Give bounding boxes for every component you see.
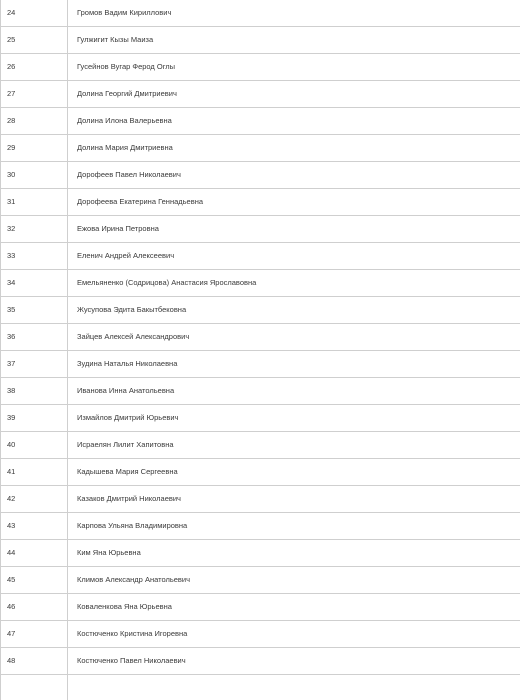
- row-number: 48: [1, 648, 68, 675]
- row-name: Громов Вадим Кириллович: [68, 0, 521, 27]
- row-name: Гусейнов Вугар Ферод Оглы: [68, 54, 521, 81]
- table-row: [1, 297, 521, 324]
- table-row: [1, 567, 521, 594]
- row-name: Коваленкова Яна Юрьевна: [68, 594, 521, 621]
- row-name: Долина Георгий Дмитриевич: [68, 81, 521, 108]
- table-row: [1, 594, 521, 621]
- table-row: [1, 162, 521, 189]
- row-name: Еленич Андрей Алексеевич: [68, 243, 521, 270]
- row-number: 40: [1, 432, 68, 459]
- row-name: Емельяненко (Содрицова) Анастасия Ярославовна: [68, 270, 521, 297]
- row-name: Костюченко Павел Николаевич: [68, 648, 521, 675]
- table-row: [1, 135, 521, 162]
- row-name: Гулжигит Кызы Маиза: [68, 27, 521, 54]
- row-number: 39: [1, 405, 68, 432]
- row-name: Климов Александр Анатольевич: [68, 567, 521, 594]
- row-number: 26: [1, 54, 68, 81]
- table-row: [1, 351, 521, 378]
- row-number: 27: [1, 81, 68, 108]
- row-name: Исраелян Лилит Хапитовна: [68, 432, 521, 459]
- row-number: 44: [1, 540, 68, 567]
- row-name: Зудина Наталья Николаевна: [68, 351, 521, 378]
- row-name: Ким Яна Юрьевна: [68, 540, 521, 567]
- row-number: 43: [1, 513, 68, 540]
- row-number: 25: [1, 27, 68, 54]
- row-number: 38: [1, 378, 68, 405]
- table-row: [1, 189, 521, 216]
- table-row: [1, 675, 521, 700]
- table-row: [1, 108, 521, 135]
- row-number: 42: [1, 486, 68, 513]
- row-number: 35: [1, 297, 68, 324]
- row-name: [68, 675, 521, 700]
- table-row: [1, 270, 521, 297]
- table-row: [1, 54, 521, 81]
- table-row: [1, 27, 521, 54]
- row-name: Казаков Дмитрий Николаевич: [68, 486, 521, 513]
- row-number: [1, 675, 68, 700]
- row-name: Карпова Ульяна Владимировна: [68, 513, 521, 540]
- table-row: [1, 540, 521, 567]
- row-name: Зайцев Алексей Александрович: [68, 324, 521, 351]
- row-number: 33: [1, 243, 68, 270]
- table-row: [1, 621, 521, 648]
- table-row: [1, 459, 521, 486]
- row-name: Долина Мария Дмитриевна: [68, 135, 521, 162]
- row-number: 46: [1, 594, 68, 621]
- table-row: [1, 378, 521, 405]
- row-name: Костюченко Кристина Игоревна: [68, 621, 521, 648]
- row-name: Иванова Инна Анатольевна: [68, 378, 521, 405]
- table-row: [1, 513, 521, 540]
- row-number: 41: [1, 459, 68, 486]
- table-row: [1, 486, 521, 513]
- row-number: 30: [1, 162, 68, 189]
- table-row: [1, 243, 521, 270]
- row-number: 37: [1, 351, 68, 378]
- row-name: Жусупова Эдита Бакытбековна: [68, 297, 521, 324]
- row-name: Дорофеева Екатерина Геннадьевна: [68, 189, 521, 216]
- table-row: [1, 0, 521, 27]
- row-number: 45: [1, 567, 68, 594]
- row-name: Измайлов Дмитрий Юрьевич: [68, 405, 521, 432]
- table-row: [1, 81, 521, 108]
- row-number: 29: [1, 135, 68, 162]
- table-row: [1, 648, 521, 675]
- row-name: Ежова Ирина Петровна: [68, 216, 521, 243]
- row-number: 36: [1, 324, 68, 351]
- row-name: Дорофеев Павел Николаевич: [68, 162, 521, 189]
- row-number: 47: [1, 621, 68, 648]
- table-row: [1, 216, 521, 243]
- table-body: [1, 0, 521, 700]
- table-row: [1, 405, 521, 432]
- row-number: 28: [1, 108, 68, 135]
- row-number: 32: [1, 216, 68, 243]
- row-number: 24: [1, 0, 68, 27]
- row-name: Кадышева Мария Сергеевна: [68, 459, 521, 486]
- table-row: [1, 324, 521, 351]
- row-name: Долина Илона Валерьевна: [68, 108, 521, 135]
- table-row: [1, 432, 521, 459]
- row-number: 34: [1, 270, 68, 297]
- row-number: 31: [1, 189, 68, 216]
